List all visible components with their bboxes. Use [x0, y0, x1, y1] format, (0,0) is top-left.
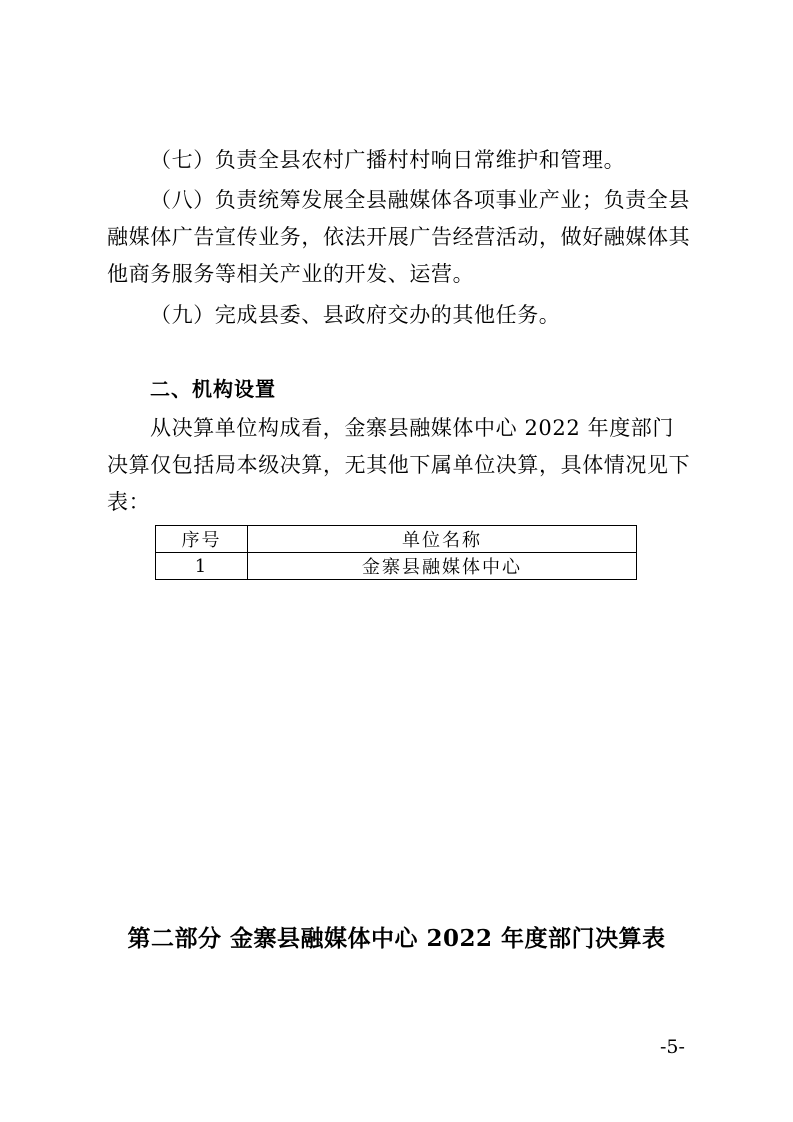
paragraph-institution-body: 从决算单位构成看，金寨县融媒体中心 2022 年度部门决算仅包括局本级决算，无其他下属单位决算，具体情况见下表： [107, 416, 691, 514]
table-header-name: 单位名称 [248, 526, 637, 553]
table-row [156, 553, 637, 580]
unit-table [155, 525, 637, 580]
section-heading-institution: 二、机构设置 [150, 377, 276, 401]
paragraph-item-8: （八）负责统筹发展全县融媒体各项事业产业；负责全县融媒体广告宣传业务，依法开展广告经营活动，做好融媒体其他商务服务等相关产业的开发、运营。 [107, 188, 691, 286]
paragraph-item-9: （九）完成县委、县政府交办的其他任务。 [150, 303, 561, 327]
part-title: 第二部分 金寨县融媒体中心 2022 年度部门决算表 [127, 925, 666, 952]
page-number: -5- [660, 1036, 685, 1058]
table-cell-name: 金寨县融媒体中心 [248, 553, 637, 580]
table-header-row [156, 526, 637, 553]
table-cell-seq: 1 [156, 553, 248, 580]
paragraph-item-7: （七）负责全县农村广播村村响日常维护和管理。 [150, 148, 626, 172]
table-header-seq: 序号 [156, 526, 248, 553]
